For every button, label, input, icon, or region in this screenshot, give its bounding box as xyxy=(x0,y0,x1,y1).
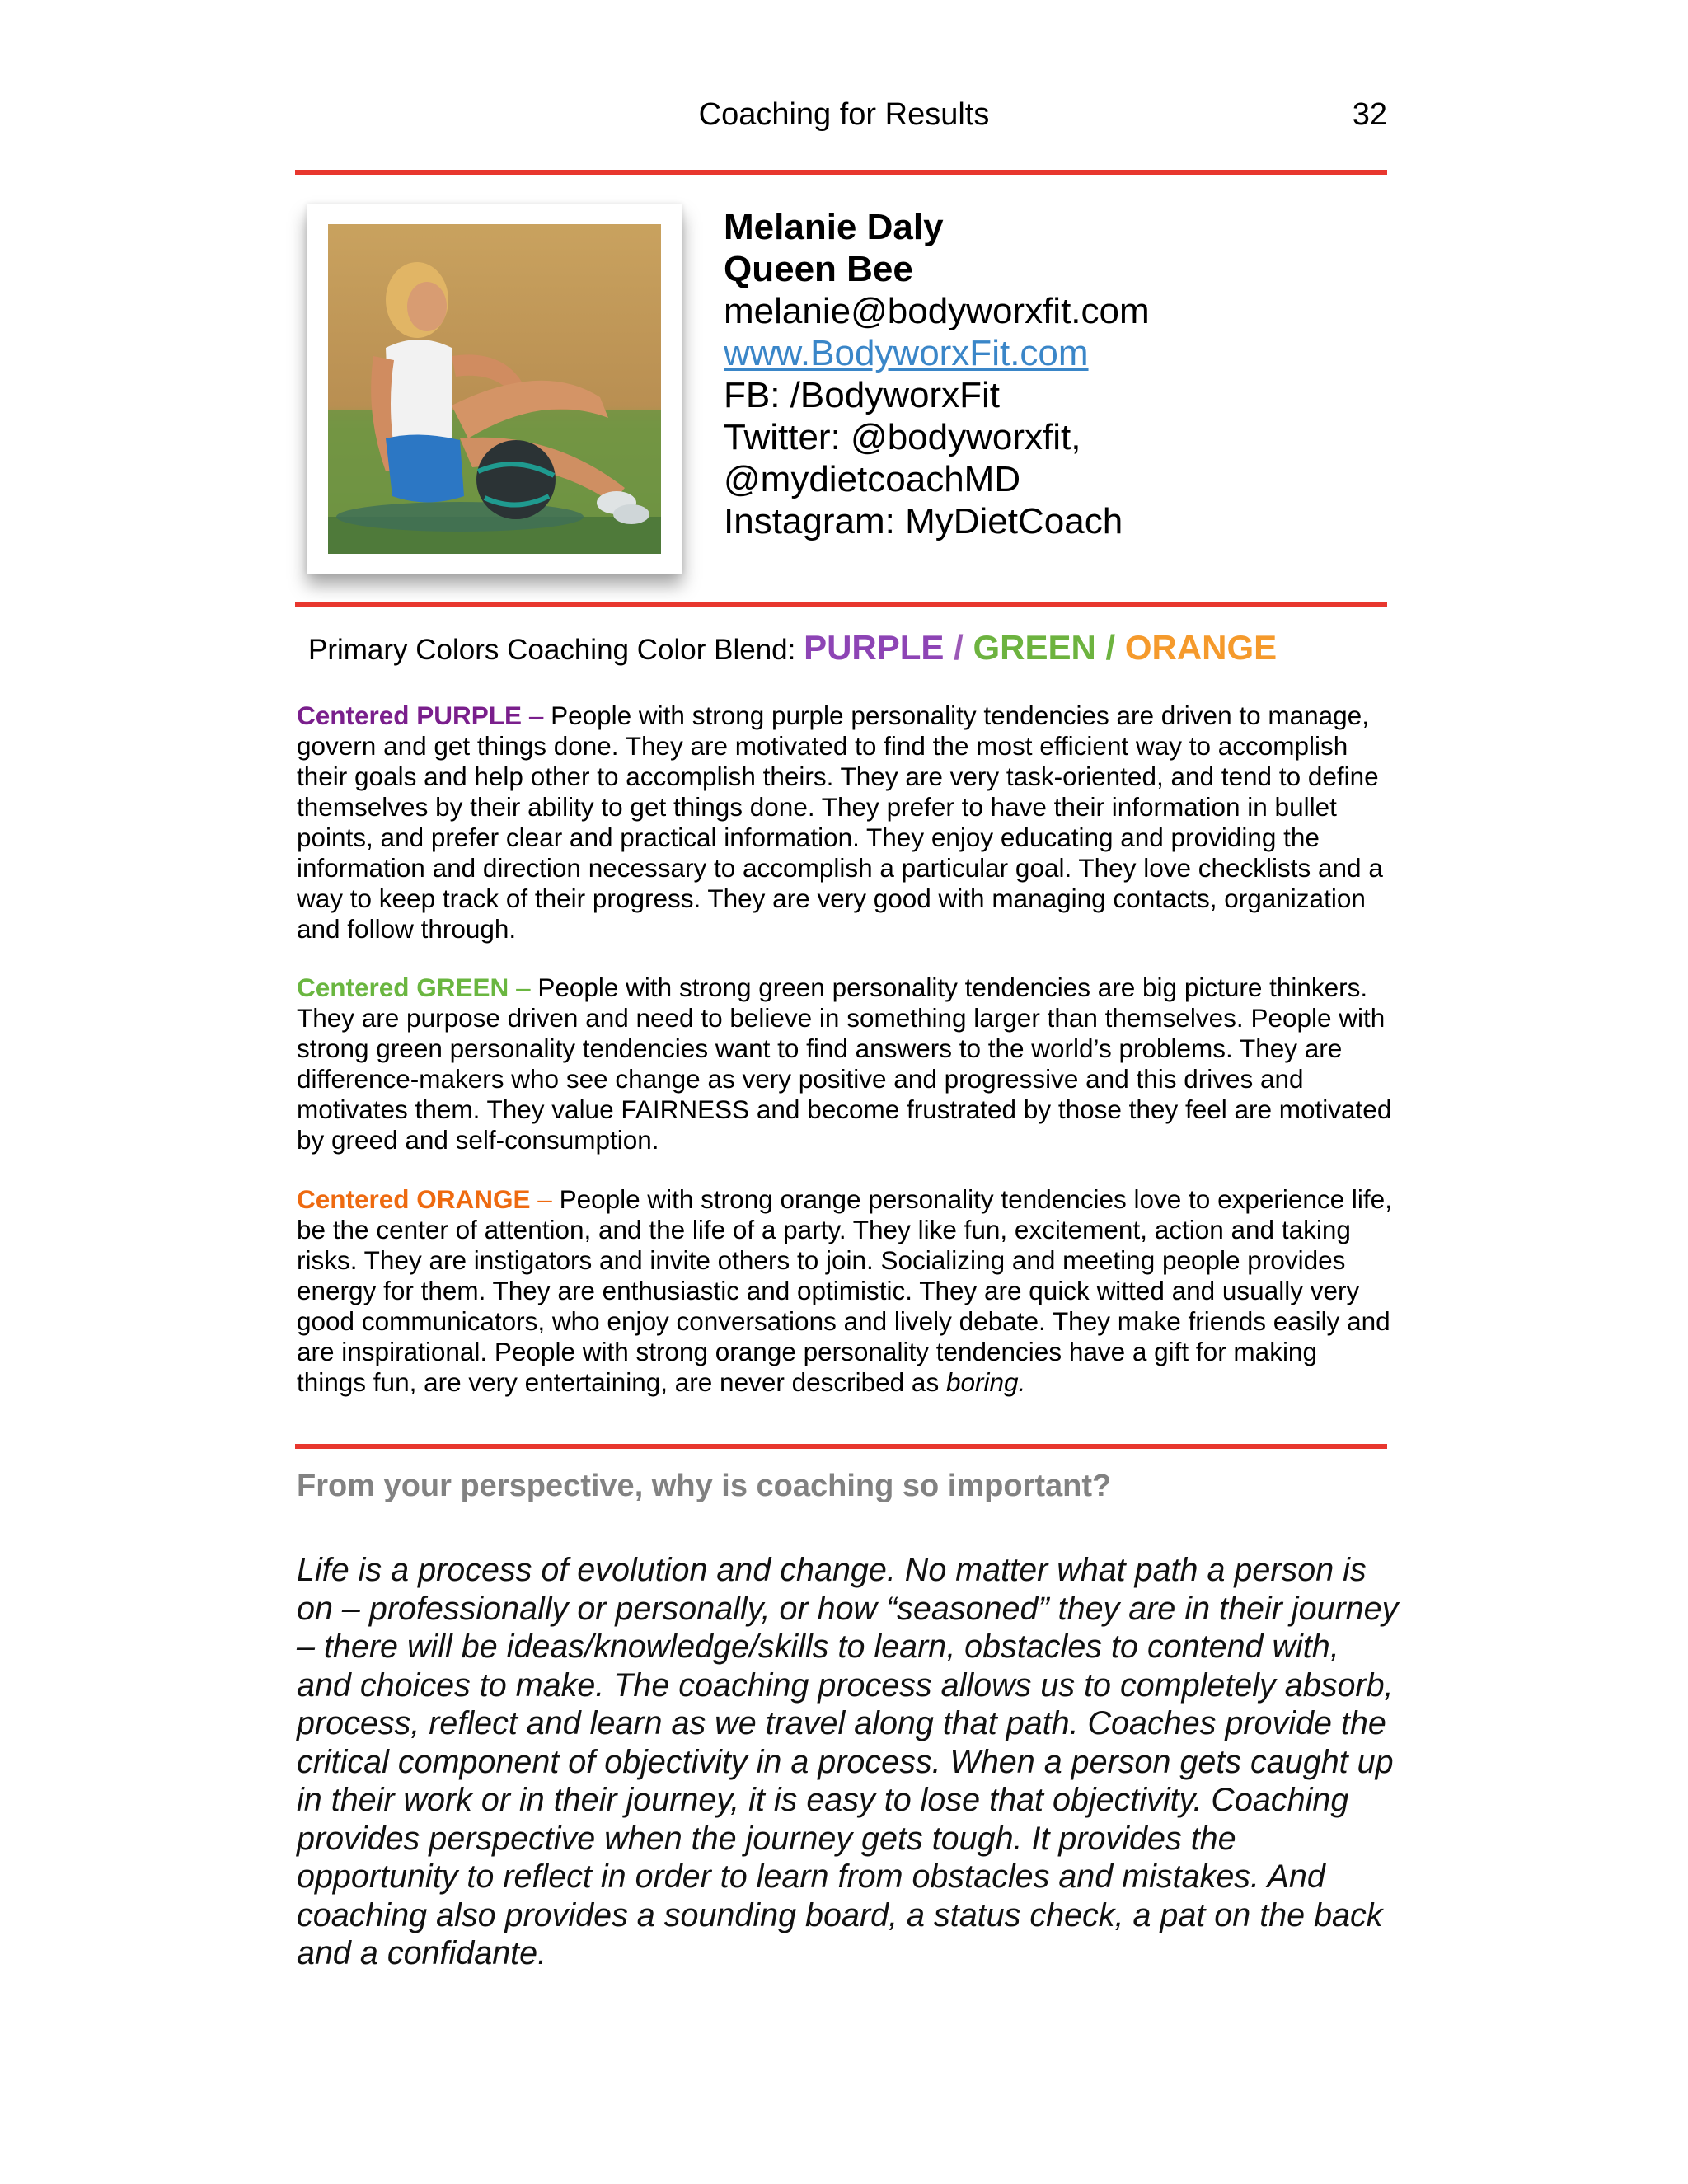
green-section xyxy=(297,972,1393,1155)
orange-section-heading: Centered ORANGE xyxy=(297,1184,531,1214)
page-number: 32 xyxy=(1352,97,1387,132)
orange-section-dash: – xyxy=(530,1184,560,1214)
green-section-text: People with strong green personality tendencies are big picture thinkers. They are purpose driven and need to believe in something larger than themselves. People with strong green personality tendencies want to find answers to the world’s problems. They are difference-makers who see change as very positive and progressive and this drives and motivates them. They value FAIRNESS and become frustrated by those they feel are motivated by greed and self-consumption. xyxy=(297,972,1392,1155)
profile-photo xyxy=(328,224,661,554)
blend-color-green: GREEN xyxy=(973,628,1096,667)
green-section-heading: Centered GREEN xyxy=(297,972,509,1002)
interview-question: From your perspective, why is coaching so important? xyxy=(297,1469,1112,1503)
orange-section-text: People with strong orange personality tendencies love to experience life, be the center of attention, and the life of a party. They like fun, excitement, action and taking risks. They are instigators and invite others to join. Socializing and meeting people provides energy for them. They are enthusiastic and optimistic. They are quick witted and usually very good communicators, who enjoy conversations and lively debate. They make friends easily and are inspirational. People with strong orange personality tendencies have a gift for making things fun, are very entertaining, are never described as xyxy=(297,1184,1392,1397)
profile-title: Queen Bee xyxy=(724,249,913,289)
orange-section xyxy=(297,1184,1393,1398)
blend-separator: / xyxy=(1095,628,1125,667)
top-divider xyxy=(295,170,1387,175)
profile-photo-frame xyxy=(307,204,682,574)
profile-twitter-secondary: @mydietcoachMD xyxy=(724,459,1021,499)
green-section-dash: – xyxy=(509,972,538,1002)
color-blend-label: Primary Colors Coaching Color Blend: xyxy=(308,634,804,666)
question-divider xyxy=(295,1444,1387,1449)
orange-section-emphasis: boring. xyxy=(945,1367,1026,1397)
profile-website-link[interactable]: www.BodyworxFit.com xyxy=(724,333,1089,373)
blend-separator: / xyxy=(944,628,973,667)
profile-instagram: Instagram: MyDietCoach xyxy=(724,501,1123,541)
purple-section xyxy=(297,701,1393,944)
interview-answer: Life is a process of evolution and change. No matter what path a person is on – professionally or personally, or how “seasoned” they are in their journey – there will be ideas/knowledge/skills to learn, obstacles to contend with, and choices to make. The coaching process allows us to completely absorb, process, reflect and learn as we travel along that path. Coaches provide the critical component of objectivity in a process. When a person gets caught up in their work or in their journey, it is easy to lose that objectivity. Coaching provides perspective when the journey gets tough. It provides the opportunity to reflect in order to learn from obstacles and mistakes. And coaching also provides a sounding board, a status check, a pat on the back and a confidante. xyxy=(297,1552,1399,1971)
blend-color-purple: PURPLE xyxy=(804,628,945,667)
profile-twitter: Twitter: @bodyworxfit, xyxy=(724,417,1081,457)
color-blend-row xyxy=(308,628,1277,668)
purple-section-heading: Centered PURPLE xyxy=(297,701,523,730)
contact-block xyxy=(724,206,1150,542)
purple-section-dash: – xyxy=(522,701,551,730)
blend-color-orange: ORANGE xyxy=(1124,628,1278,667)
profile-email[interactable]: melanie@bodyworxfit.com xyxy=(724,291,1150,331)
profile-name: Melanie Daly xyxy=(724,207,944,247)
profile-divider xyxy=(295,602,1387,607)
profile-facebook: FB: /BodyworxFit xyxy=(724,375,1000,415)
page-header-title: Coaching for Results xyxy=(698,97,990,132)
purple-section-text: People with strong purple personality tendencies are driven to manage, govern and get things done. They are motivated to find the most efficient way to accomplish their goals and help other to accomplish theirs. They are very task-oriented, and tend to define themselves by their ability to get things done. They prefer to have their information in bullet points, and prefer clear and practical information. They enjoy educating and providing the information and direction necessary to accomplish a particular goal. They love checklists and a way to keep track of their progress. They are very good with managing contacts, organization and follow through. xyxy=(297,701,1383,944)
